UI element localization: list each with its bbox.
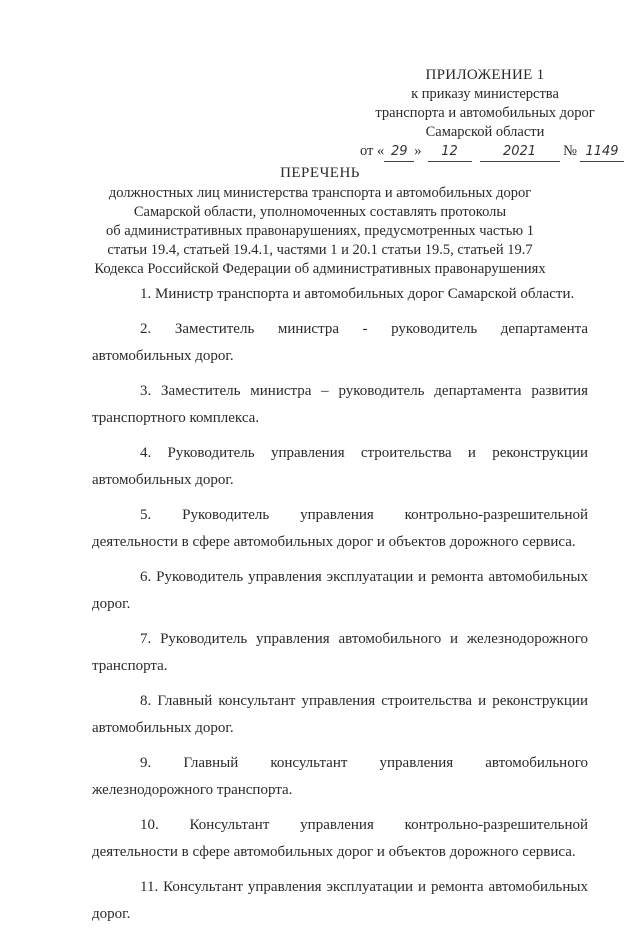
list-item: 4. Руководитель управления строительства и реконструкции автомобильных дорог. [92, 445, 588, 488]
date-month: 12 [428, 142, 472, 162]
appendix-heading: ПРИЛОЖЕНИЕ 1 [425, 67, 545, 83]
list-item: 7. Руководитель управления автомобильного и железнодорожного транспорта. [92, 631, 588, 674]
date-year: 2021 [480, 142, 560, 162]
title-line: статьи 19.4, статьей 19.4.1, частями 1 и 20.1 статьи 19.5, статьей 19.7 [107, 242, 533, 258]
title-block [90, 164, 550, 279]
date-mid: » [414, 143, 422, 159]
list-item: 9. Главный консультант управления автомобильного железнодорожного транспорта. [92, 755, 588, 798]
order-date-line [360, 142, 619, 162]
officials-list [92, 281, 588, 928]
list-item: 10. Консультант управления контрольно-разрешительной деятельности в сфере автомобильных дорог и объектов дорожного сервиса. [92, 817, 588, 860]
title-line: должностных лиц министерства транспорта и автомобильных дорог [108, 185, 532, 201]
appendix-line-3: Самарской области [425, 124, 545, 140]
list-item: 5. Руководитель управления контрольно-разрешительной деятельности в сфере автомобильных дорог и объектов дорожного сервиса. [92, 507, 588, 550]
list-item: 1. Министр транспорта и автомобильных дорог Самарской области. [140, 286, 575, 302]
list-item: 11. Консультант управления эксплуатации и ремонта автомобильных дорог. [92, 879, 588, 922]
appendix-line-2: транспорта и автомобильных дорог [375, 105, 595, 121]
date-prefix: от « [360, 143, 385, 159]
list-item: 8. Главный консультант управления строительства и реконструкции автомобильных дорог. [92, 693, 588, 736]
title-line: Самарской области, уполномоченных составлять протоколы [133, 204, 507, 220]
date-day: 29 [384, 142, 414, 162]
list-item: 6. Руководитель управления эксплуатации и ремонта автомобильных дорог. [92, 569, 588, 612]
appendix-line-1: к приказу министерства [411, 86, 559, 102]
list-item: 3. Заместитель министра – руководитель департамента развития транспортного комплекса. [92, 383, 588, 426]
title-line: Кодекса Российской Федерации об административных правонарушениях [94, 261, 546, 277]
page-title: ПЕРЕЧЕНЬ [280, 165, 360, 181]
list-item: 2. Заместитель министра - руководитель департамента автомобильных дорог. [92, 321, 588, 364]
title-line: об административных правонарушениях, предусмотренных частью 1 [105, 223, 535, 239]
number-prefix: № [563, 143, 577, 159]
appendix-block [360, 66, 619, 162]
order-number: 1149 [580, 142, 624, 162]
